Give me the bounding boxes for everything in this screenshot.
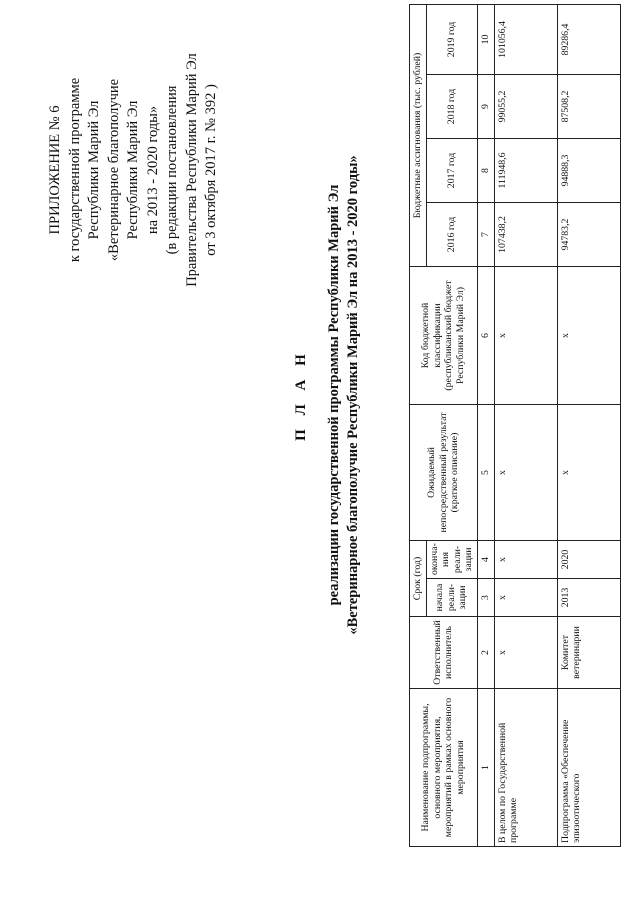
row-value-2018: 99055,2 bbox=[494, 74, 557, 138]
row-start: х bbox=[494, 579, 557, 617]
row-result: х bbox=[494, 404, 557, 540]
header-executor: Ответственный исполнитель bbox=[410, 617, 478, 689]
table-row bbox=[494, 4, 557, 846]
row-end: 2020 bbox=[557, 540, 620, 578]
appendix-line: на 2013 - 2020 годы» bbox=[144, 105, 161, 235]
appendix-line: ПРИЛОЖЕНИЕ № 6 bbox=[47, 105, 63, 235]
column-number: 10 bbox=[477, 4, 494, 74]
appendix-line: Республики Марий Эл bbox=[86, 100, 102, 240]
row-value-2017: 111948,6 bbox=[494, 138, 557, 202]
row-name: В целом по Государственной программе bbox=[494, 689, 557, 847]
column-number: 3 bbox=[477, 579, 494, 617]
header-year-2016: 2016 год bbox=[426, 202, 477, 266]
column-number: 7 bbox=[477, 202, 494, 266]
row-code: х bbox=[494, 266, 557, 404]
header-budget: Бюджетные ассигнования (тыс. рублей) bbox=[410, 4, 427, 266]
header-code: Код бюджетной классификации (республиканский бюджет Республики Марий Эл) bbox=[410, 266, 478, 404]
header-year-2017: 2017 год bbox=[426, 138, 477, 202]
appendix-line: к государственной программе bbox=[66, 77, 83, 263]
appendix-line: (в редакции постановления bbox=[164, 85, 180, 255]
row-end: х bbox=[494, 540, 557, 578]
row-name: Подпрограмма «Обеспечение эпизоотического bbox=[557, 689, 620, 847]
appendix-line: от 3 октября 2017 г. № 392 ) bbox=[203, 84, 219, 256]
appendix-line: Республики Марий Эл bbox=[125, 100, 141, 240]
column-number: 6 bbox=[477, 266, 494, 404]
subtitle-line-1: реализации государственной программы Республики Марий Эл bbox=[326, 184, 342, 606]
column-number: 2 bbox=[477, 617, 494, 689]
column-number: 9 bbox=[477, 74, 494, 138]
header-term: Срок (год) bbox=[410, 540, 427, 616]
row-executor: х bbox=[494, 617, 557, 689]
row-start: 2013 bbox=[557, 579, 620, 617]
appendix-line: «Ветеринарное благополучие bbox=[105, 78, 122, 262]
column-number: 4 bbox=[477, 540, 494, 578]
row-value-2018: 87508,2 bbox=[557, 74, 620, 138]
table-row bbox=[557, 4, 620, 846]
row-value-2016: 94783,2 bbox=[557, 202, 620, 266]
document-title: П Л А Н bbox=[293, 349, 309, 441]
row-value-2019: 101056,4 bbox=[494, 4, 557, 74]
header-result: Ожидаемый непосредственный результат (краткое описание) bbox=[410, 404, 478, 540]
row-value-2019: 89286,4 bbox=[557, 4, 620, 74]
column-number: 5 bbox=[477, 404, 494, 540]
column-number: 1 bbox=[477, 689, 494, 847]
appendix-header bbox=[46, 5, 222, 335]
column-number: 8 bbox=[477, 138, 494, 202]
header-term-end: оконча-ния реали-зации bbox=[426, 540, 477, 578]
header-year-2018: 2018 год bbox=[426, 74, 477, 138]
header-name: Наименование подпрограммы, основного мероприятия, мероприятий в рамках основного мероприятия bbox=[410, 689, 478, 847]
row-executor: Комитет ветеринарии bbox=[557, 617, 620, 689]
row-value-2017: 94888,3 bbox=[557, 138, 620, 202]
subtitle-line-2: «Ветеринарное благополучие Республики Марий Эл на 2013 - 2020 годы» bbox=[345, 155, 361, 635]
row-value-2016: 107438,2 bbox=[494, 202, 557, 266]
row-result: х bbox=[557, 404, 620, 540]
appendix-line: Правительства Республики Марий Эл bbox=[183, 53, 200, 287]
header-term-start: начала реали-зации bbox=[426, 579, 477, 617]
row-code: х bbox=[557, 266, 620, 404]
document-subtitle bbox=[325, 65, 363, 725]
plan-table bbox=[409, 4, 621, 847]
header-year-2019: 2019 год bbox=[426, 4, 477, 74]
